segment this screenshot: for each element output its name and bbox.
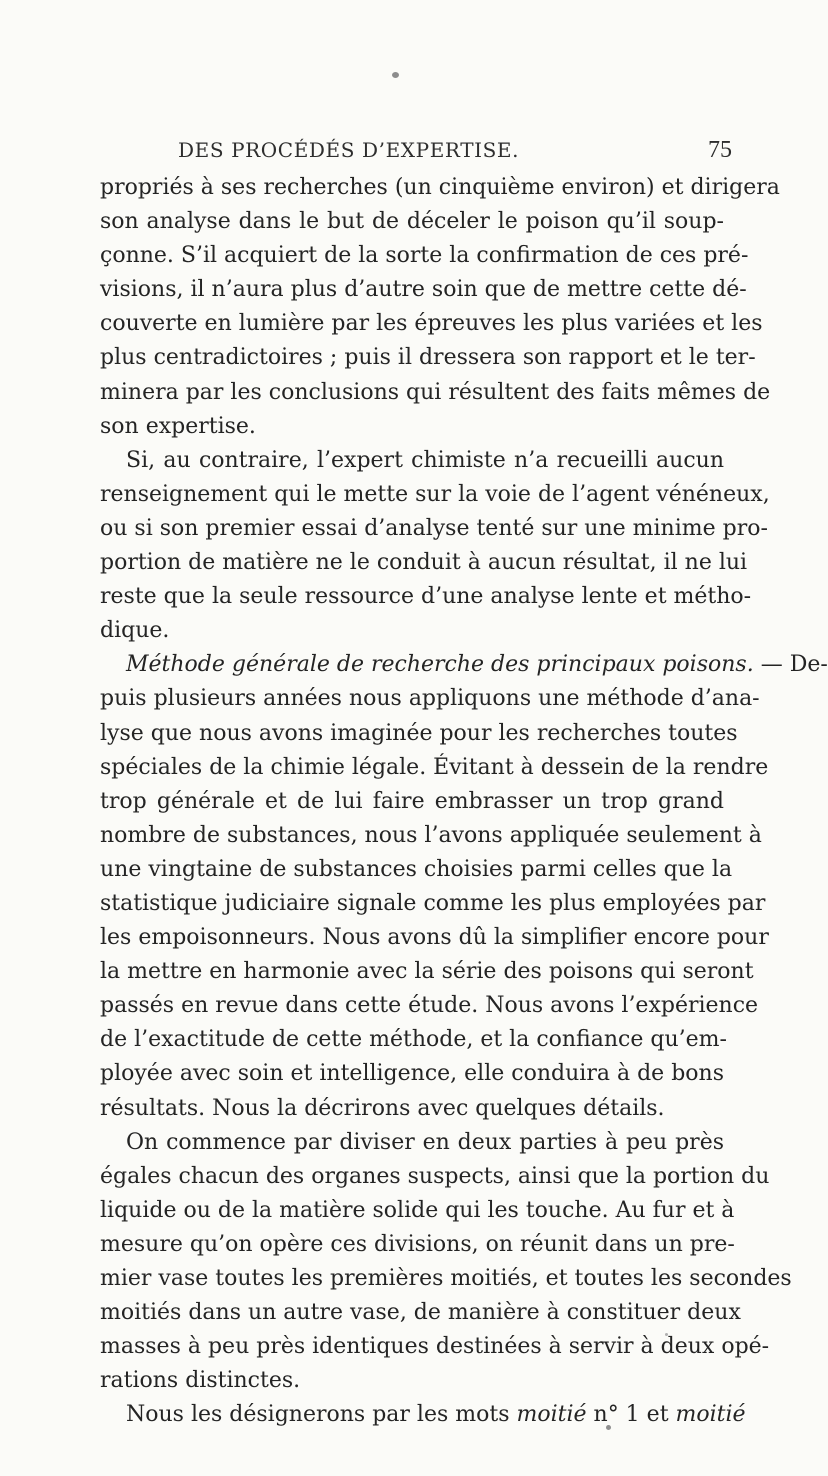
text-line: couverte en lumière par les épreuves les plus variées et les	[100, 311, 763, 337]
text-line: ployée avec soin et intelligence, elle conduira à de bons	[100, 1061, 724, 1087]
text-line: dique.	[100, 618, 170, 644]
text-line: visions, il n’aura plus d’autre soin que de mettre cette dé-	[100, 277, 747, 303]
text-line: trop générale et de lui faire embrasser un trop grand	[100, 788, 724, 814]
final-line-middle: n° 1 et	[586, 1402, 676, 1428]
text-line: minera par les conclusions qui résultent des faits mêmes de	[100, 379, 771, 405]
text-line: Si, au contraire, l’expert chimiste n’a recueilli aucun	[126, 447, 724, 473]
text-line: rations distinctes.	[100, 1368, 301, 1394]
text-line: reste que la seule ressource d’une analyse lente et métho-	[100, 584, 752, 610]
text-line: renseignement qui le mette sur la voie de l’agent vénéneux,	[100, 481, 770, 507]
heading-continuation: — De-	[753, 652, 828, 678]
text-line: ou si son premier essai d’analyse tenté sur une minime pro-	[100, 515, 768, 541]
text-line: nombre de substances, nous l’avons appliquée seulement à	[100, 822, 762, 848]
text-line: égales chacun des organes suspects, ainsi que la portion du	[100, 1163, 770, 1189]
text-line: de l’exactitude de cette méthode, et la confiance qu’em-	[100, 1027, 727, 1053]
section-heading-line	[100, 648, 828, 682]
text-line: statistique judiciaire signale comme les plus employées par	[100, 890, 766, 916]
text-line: moitiés dans un autre vase, de manière à constituer deux	[100, 1300, 741, 1326]
body-text	[100, 171, 828, 1432]
text-line: propriés à ses recherches (un cinquième environ) et dirigera	[100, 175, 780, 200]
running-title: DES PROCÉDÉS D’EXPERTISE.	[178, 138, 520, 162]
text-line: mesure qu’on opère ces divisions, on réunit dans un pre-	[100, 1231, 735, 1257]
text-line: son analyse dans le but de déceler le poison qu’il soup-	[100, 209, 724, 235]
final-line	[100, 1398, 746, 1432]
text-line: les empoisonneurs. Nous avons dû la simplifier encore pour	[100, 925, 769, 951]
text-line: masses à peu près identiques destinées à servir à deux opé-	[100, 1334, 770, 1360]
final-line-start: Nous les désignerons par les mots	[126, 1402, 517, 1428]
ink-speck	[392, 72, 399, 78]
text-line: une vingtaine de substances choisies parmi celles que la	[100, 856, 733, 882]
text-line: çonne. S’il acquiert de la sorte la confirmation de ces pré-	[100, 243, 749, 269]
text-line: mier vase toutes les premières moitiés, et toutes les secondes	[100, 1266, 792, 1291]
text-line: spéciales de la chimie légale. Évitant à dessein de la rendre	[100, 754, 769, 780]
page-header	[178, 135, 732, 165]
italic-word-moitie: moitié	[516, 1402, 587, 1428]
text-line: résultats. Nous la décrirons avec quelques détails.	[100, 1095, 665, 1121]
text-line: liquide ou de la matière solide qui les touche. Au fur et à	[100, 1197, 735, 1223]
text-line: puis plusieurs années nous appliquons une méthode d’ana-	[100, 686, 760, 712]
text-line: plus centradictoires ; puis il dressera son rapport et le ter-	[100, 345, 756, 371]
text-line: la mettre en harmonie avec la série des poisons qui seront	[100, 959, 754, 985]
text-line: lyse que nous avons imaginée pour les recherches toutes	[100, 720, 738, 746]
text-line: passés en revue dans cette étude. Nous avons l’expérience	[100, 993, 759, 1019]
section-heading: Méthode générale de recherche des principaux poisons.	[126, 652, 754, 678]
text-line: son expertise.	[100, 413, 256, 439]
text-line: On commence par diviser en deux parties à peu près	[126, 1129, 724, 1155]
page-number: 75	[708, 136, 732, 163]
italic-word-moitie: moitié	[675, 1402, 746, 1428]
text-line: portion de matière ne le conduit à aucun résultat, il ne lui	[100, 550, 748, 576]
